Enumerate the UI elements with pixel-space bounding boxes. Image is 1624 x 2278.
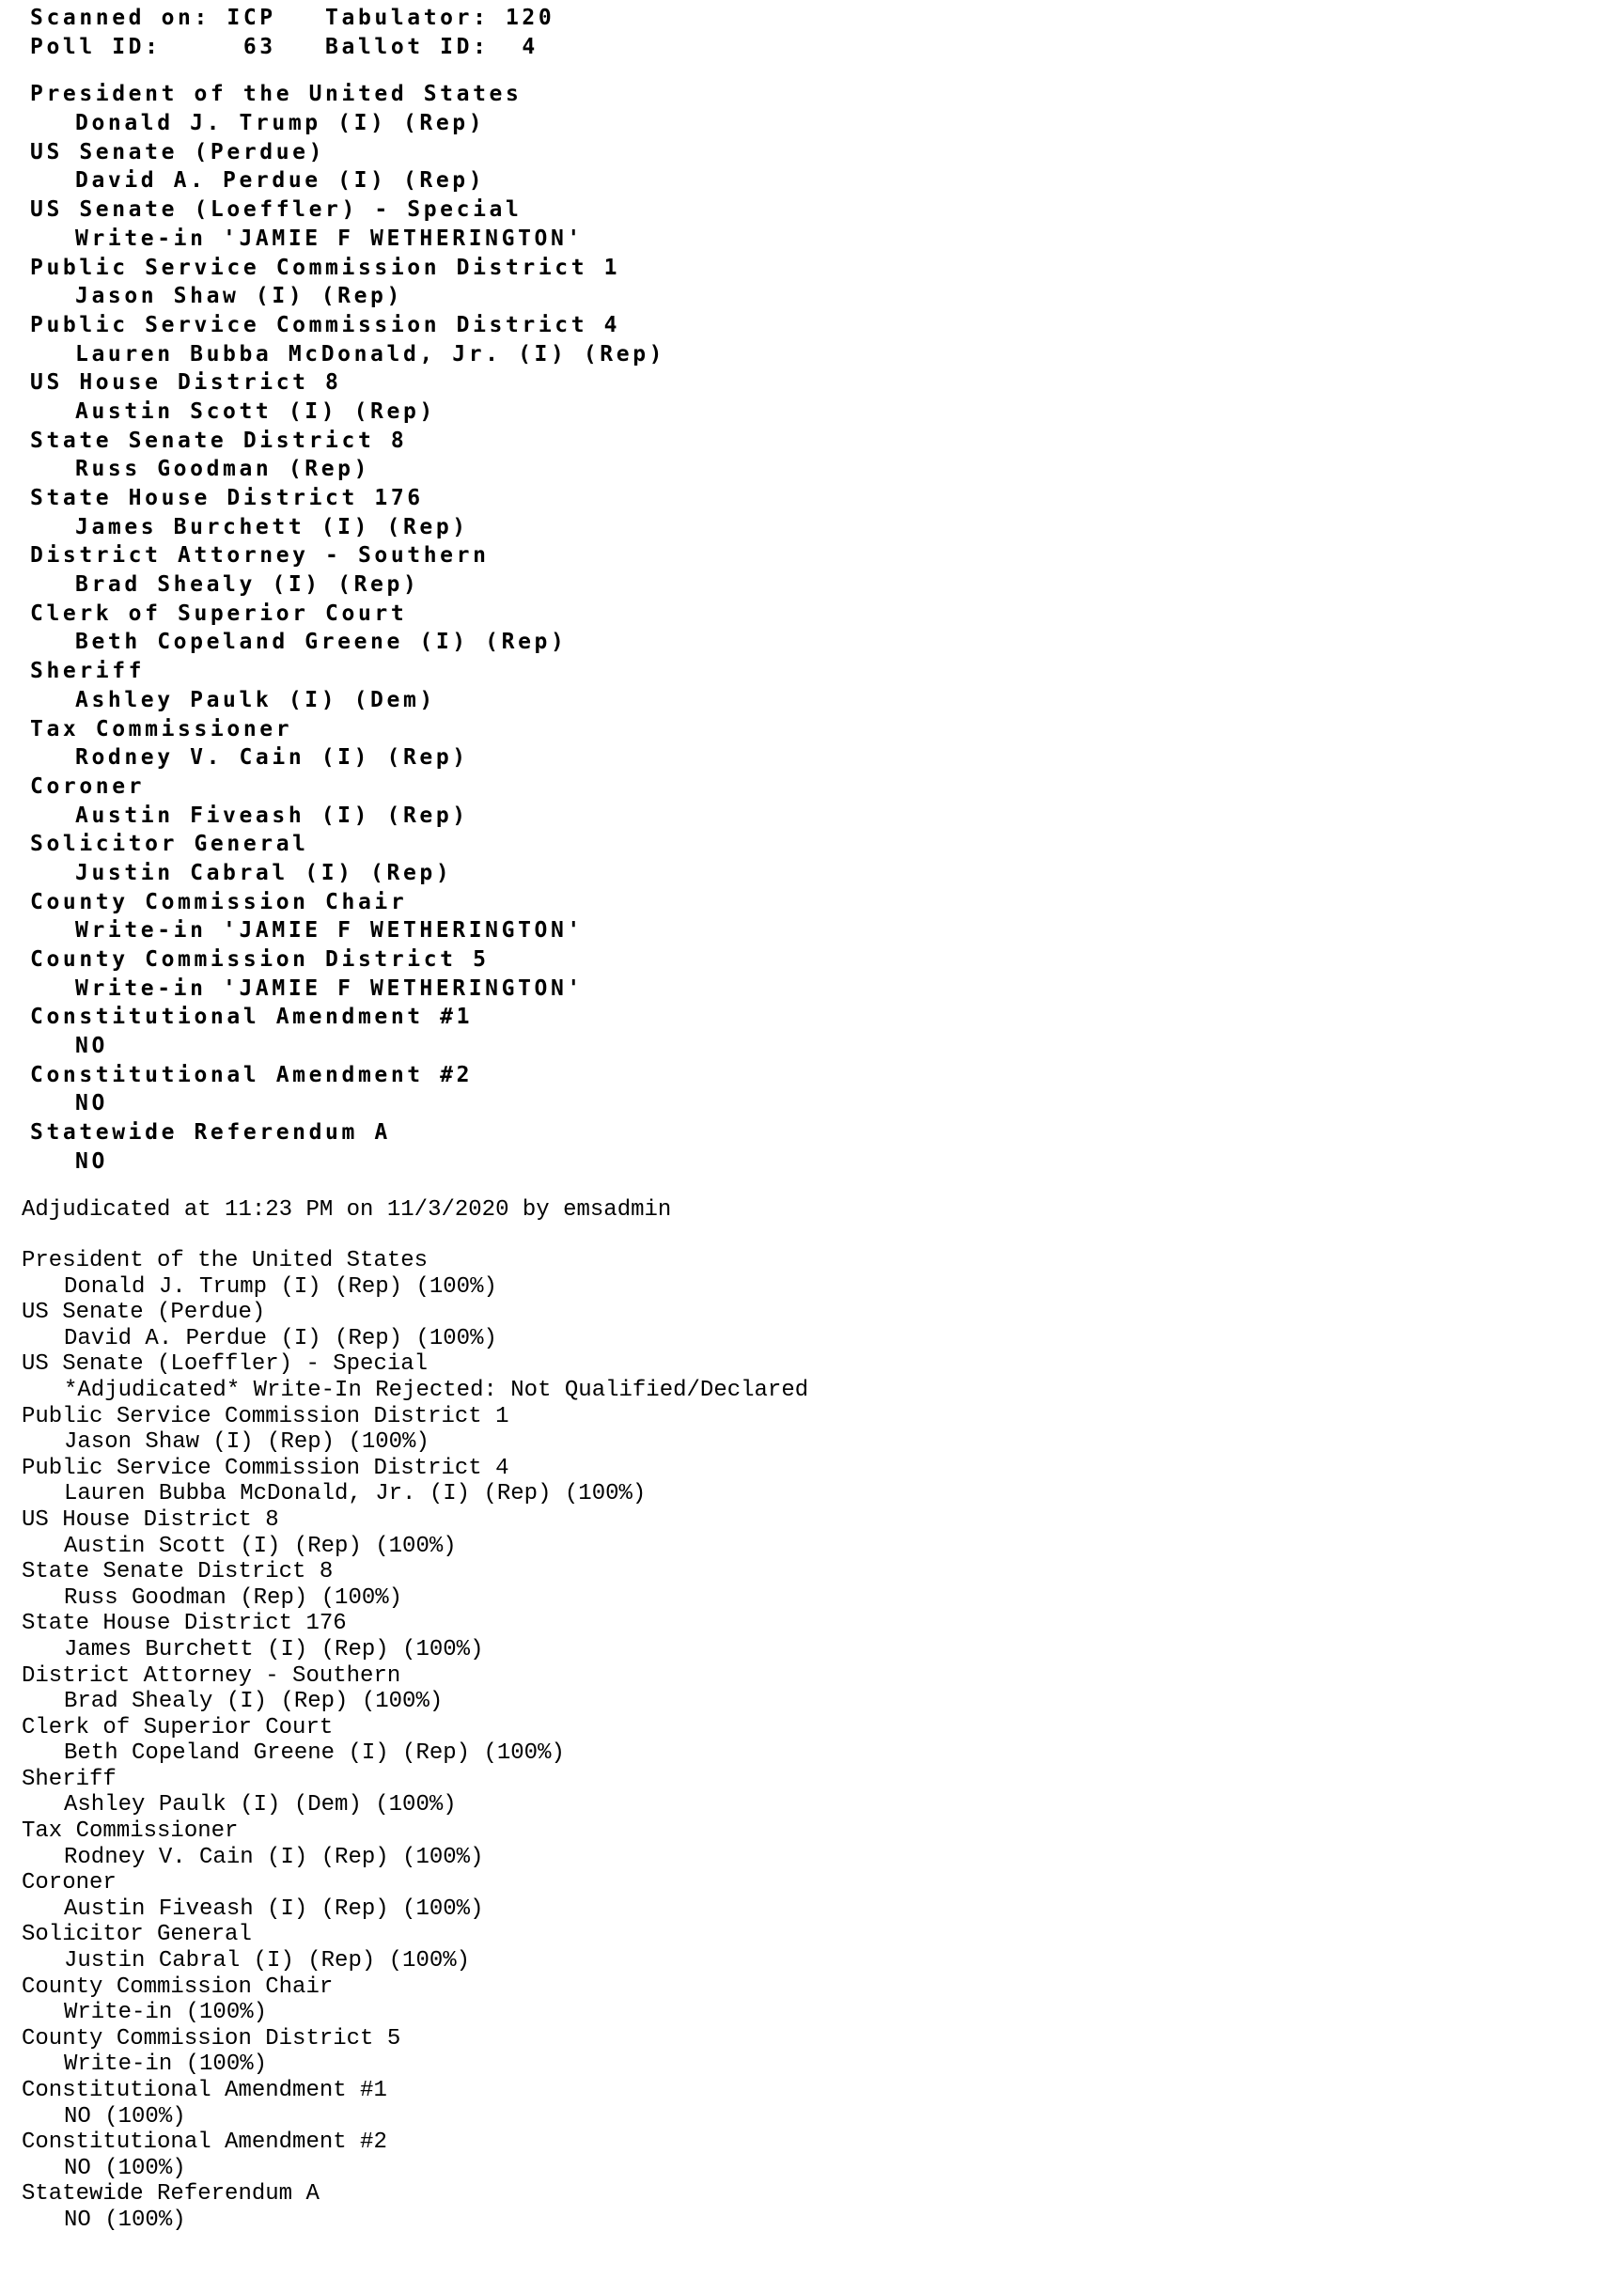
contest-selection: Write-in 'JAMIE F WETHERINGTON' (75, 918, 584, 944)
contest-name: Tax Commissioner (22, 1818, 239, 1845)
scanned-ballot-section (30, 4, 665, 1177)
contest-selection: Justin Cabral (I) (Rep) (75, 860, 453, 885)
contest-selection: Lauren Bubba McDonald, Jr. (I) (Rep) (100%) (64, 1481, 647, 1507)
contest-name: President of the United States (22, 1248, 429, 1273)
contest-selection: Ashley Paulk (I) (Dem) (100%) (64, 1792, 457, 1818)
scan-header-row-2: Poll ID: 63 Ballot ID: 4 (30, 34, 539, 59)
contest-selection: NO (75, 1091, 108, 1116)
contest-name: Public Service Commission District 4 (22, 1455, 509, 1481)
contest-name: County Commission District 5 (30, 947, 490, 972)
contest-name: County Commission District 5 (22, 2025, 401, 2052)
contest-name: County Commission Chair (30, 889, 408, 914)
contest-name: US Senate (Loeffler) - Special (30, 197, 523, 223)
contest-selection: David A. Perdue (I) (Rep) (100%) (64, 1325, 497, 1351)
contest-name: Statewide Referendum A (30, 1120, 391, 1146)
contest-name: District Attorney - Southern (22, 1662, 401, 1689)
contest-name: Sheriff (30, 659, 146, 684)
adjudication-note: Adjudicated at 11:23 PM on 11/3/2020 by emsadmin (22, 1197, 672, 1223)
contest-name: District Attorney - Southern (30, 543, 490, 569)
contest-name: County Commission Chair (22, 1974, 334, 2000)
contest-name: US House District 8 (30, 370, 342, 396)
contest-name: Sheriff (22, 1766, 117, 1792)
contest-name: President of the United States (30, 82, 523, 107)
contest-selection: Ashley Paulk (I) (Dem) (75, 687, 436, 712)
contest-selection: NO (100%) (64, 2155, 186, 2181)
contest-selection: David A. Perdue (I) (Rep) (75, 168, 486, 194)
contest-name: State House District 176 (30, 486, 424, 510)
contest-selection: Brad Shealy (I) (Rep) (100%) (64, 1689, 444, 1715)
contest-name: Public Service Commission District 1 (22, 1403, 509, 1429)
contest-selection: Write-in (100%) (64, 2052, 268, 2078)
contest-selection: Donald J. Trump (I) (Rep) (75, 111, 486, 136)
contest-selection: *Adjudicated* Write-In Rejected: Not Qualified/Declared (64, 1377, 809, 1403)
contest-selection: Write-in (100%) (64, 2000, 268, 2026)
contest-name: US Senate (Loeffler) - Special (22, 1351, 429, 1378)
contest-selection: Austin Scott (I) (Rep) (100%) (64, 1533, 457, 1559)
contest-name: Solicitor General (22, 1922, 252, 1948)
contest-name: Coroner (22, 1870, 117, 1896)
contest-selection: James Burchett (I) (Rep) (75, 514, 469, 539)
contest-name: Constitutional Amendment #2 (22, 2130, 387, 2156)
contest-selection: Beth Copeland Greene (I) (Rep) (100%) (64, 1740, 565, 1767)
contest-name: Clerk of Superior Court (22, 1714, 334, 1740)
contest-name: Constitutional Amendment #1 (22, 2078, 387, 2103)
contest-name: Statewide Referendum A (22, 2181, 320, 2208)
contest-selection: Brad Shealy (I) (Rep) (75, 572, 420, 598)
contest-selection: James Burchett (I) (Rep) (100%) (64, 1636, 484, 1662)
contest-name: Constitutional Amendment #2 (30, 1062, 474, 1087)
contest-name: US Senate (Perdue) (30, 139, 326, 164)
contest-name: Public Service Commission District 1 (30, 255, 621, 280)
contest-selection: Beth Copeland Greene (I) (Rep) (75, 630, 568, 655)
section-spacer (30, 61, 665, 80)
contest-selection: NO (100%) (64, 2207, 186, 2233)
contest-name: Clerk of Superior Court (30, 601, 408, 626)
contest-selection: NO (75, 1148, 108, 1174)
contest-selection: Austin Fiveash (I) (Rep) (75, 803, 469, 828)
contest-name: State House District 176 (22, 1611, 347, 1637)
contest-selection: Jason Shaw (I) (Rep) (100%) (64, 1429, 429, 1456)
contest-selection: Russ Goodman (Rep) (100%) (64, 1584, 403, 1611)
contest-name: State Senate District 8 (30, 428, 408, 453)
contest-name: State Senate District 8 (22, 1559, 334, 1585)
contest-name: Constitutional Amendment #1 (30, 1005, 474, 1030)
contest-selection: Rodney V. Cain (I) (Rep) (100%) (64, 1844, 484, 1870)
contest-selection: NO (75, 1034, 108, 1059)
contest-selection: Austin Scott (I) (Rep) (75, 398, 436, 424)
scanned-contest-list (30, 80, 665, 1176)
contest-selection: Jason Shaw (I) (Rep) (75, 284, 403, 309)
scan-header-row-1: Scanned on: ICP Tabulator: 120 (30, 6, 555, 30)
contest-name: US Senate (Perdue) (22, 1300, 266, 1326)
contest-selection: Donald J. Trump (I) (Rep) (100%) (64, 1273, 497, 1300)
contest-name: Tax Commissioner (30, 716, 293, 741)
contest-name: Coroner (30, 773, 146, 799)
contest-selection: Lauren Bubba McDonald, Jr. (I) (Rep) (75, 341, 666, 367)
adjudicated-ballot-section (22, 1248, 808, 2234)
contest-name: Public Service Commission District 4 (30, 312, 621, 337)
contest-selection: NO (100%) (64, 2103, 186, 2130)
contest-name: US House District 8 (22, 1506, 279, 1533)
contest-selection: Austin Fiveash (I) (Rep) (100%) (64, 1896, 484, 1922)
adjudicated-contest-list (22, 1248, 808, 2234)
contest-name: Solicitor General (30, 832, 309, 857)
contest-selection: Rodney V. Cain (I) (Rep) (75, 745, 469, 771)
contest-selection: Russ Goodman (Rep) (75, 457, 371, 482)
contest-selection: Write-in 'JAMIE F WETHERINGTON' (75, 975, 584, 1001)
contest-selection: Justin Cabral (I) (Rep) (100%) (64, 1948, 471, 1974)
contest-selection: Write-in 'JAMIE F WETHERINGTON' (75, 226, 584, 251)
